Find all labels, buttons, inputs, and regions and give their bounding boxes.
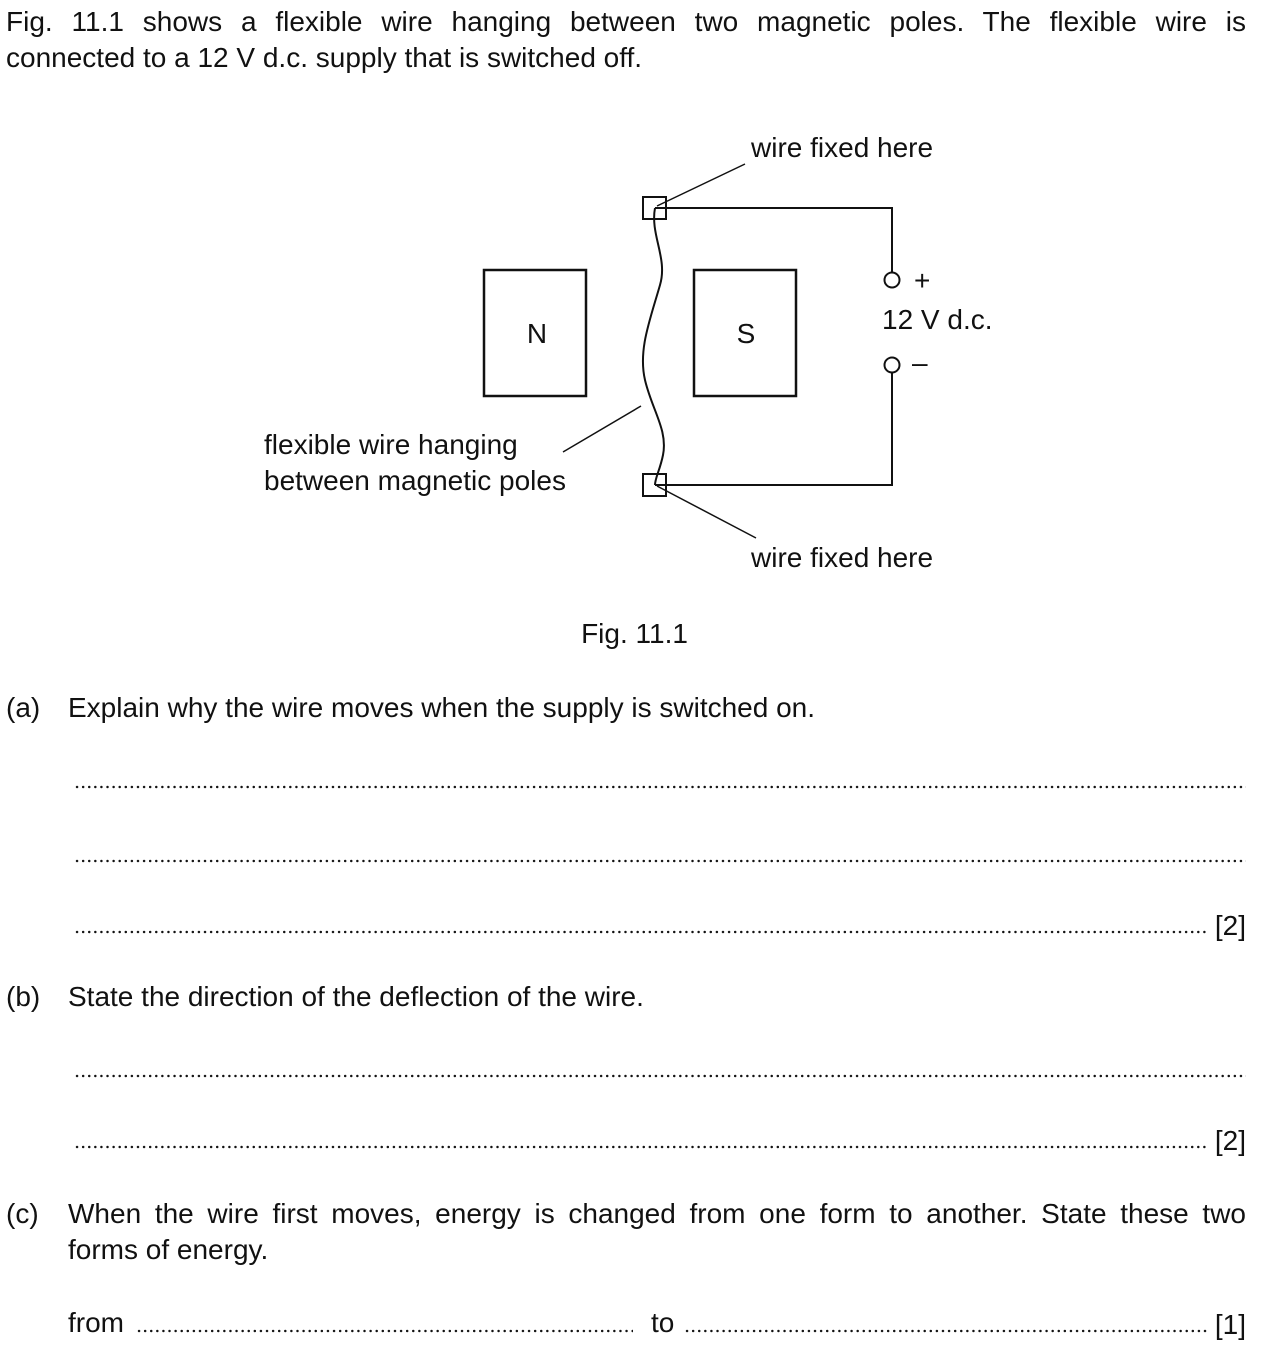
flexible-wire-label-line-2: between magnetic poles (264, 465, 566, 496)
question-b-label: (b) (6, 981, 41, 1012)
circuit-wire-top (655, 208, 892, 272)
question-b-marks: [2] (1214, 1125, 1246, 1156)
dotted-line (74, 785, 1246, 789)
circuit-wire-bottom (655, 372, 892, 485)
question-c-label: (c) (6, 1198, 39, 1229)
supply-voltage-label: 12 V d.c. (882, 304, 993, 335)
leader-line-top (657, 164, 745, 206)
dotted-line (74, 1145, 1207, 1149)
positive-terminal (885, 273, 900, 288)
wire-fixed-bottom-label: wire fixed here (751, 542, 934, 573)
south-pole-label: S (736, 318, 756, 349)
north-pole-label: N (526, 318, 548, 349)
question-a-label: (a) (6, 692, 41, 723)
question-c-text-line-2: forms of energy. (68, 1234, 269, 1265)
answer-c-to-field[interactable] (684, 1329, 1207, 1333)
intro-line-1: Fig. 11.1 shows a flexible wire hanging between two magnetic poles. The flexible wire is (6, 6, 1246, 37)
flexible-wire (643, 208, 664, 485)
figure-11-1-diagram (0, 0, 1269, 610)
leader-line-flexible (563, 406, 641, 452)
dotted-line (74, 1074, 1246, 1078)
answer-a-line-2[interactable] (74, 840, 1246, 870)
leader-line-bottom (657, 486, 756, 538)
from-label: from (68, 1307, 124, 1338)
question-c-marks: [1] (1214, 1309, 1246, 1340)
question-c-text-line-1: When the wire first moves, energy is changed from one form to another. State these two (68, 1198, 1246, 1229)
wire-fixed-top-label: wire fixed here (751, 132, 934, 163)
flexible-wire-label-line-1: flexible wire hanging (264, 429, 518, 460)
dotted-line (74, 930, 1207, 934)
figure-caption: Fig. 11.1 (581, 618, 688, 649)
answer-a-line-3[interactable] (74, 911, 1246, 941)
negative-terminal (885, 358, 900, 373)
question-b-text: State the direction of the deflection of the wire. (68, 981, 644, 1012)
minus-sign: – (912, 347, 928, 378)
question-a-marks: [2] (1214, 910, 1246, 941)
question-c-text (68, 1196, 1246, 1268)
dotted-line (74, 859, 1246, 863)
to-label: to (651, 1307, 675, 1338)
question-a-text: Explain why the wire moves when the supply is switched on. (68, 692, 816, 723)
intro-line-2: connected to a 12 V d.c. supply that is switched off. (6, 42, 643, 73)
answer-c-from-to-line (68, 1306, 1246, 1340)
plus-sign: + (914, 265, 931, 296)
answer-a-line-1[interactable] (74, 766, 1246, 796)
answer-b-line-2[interactable] (74, 1126, 1246, 1156)
answer-c-from-field[interactable] (136, 1329, 633, 1333)
answer-b-line-1[interactable] (74, 1055, 1246, 1085)
